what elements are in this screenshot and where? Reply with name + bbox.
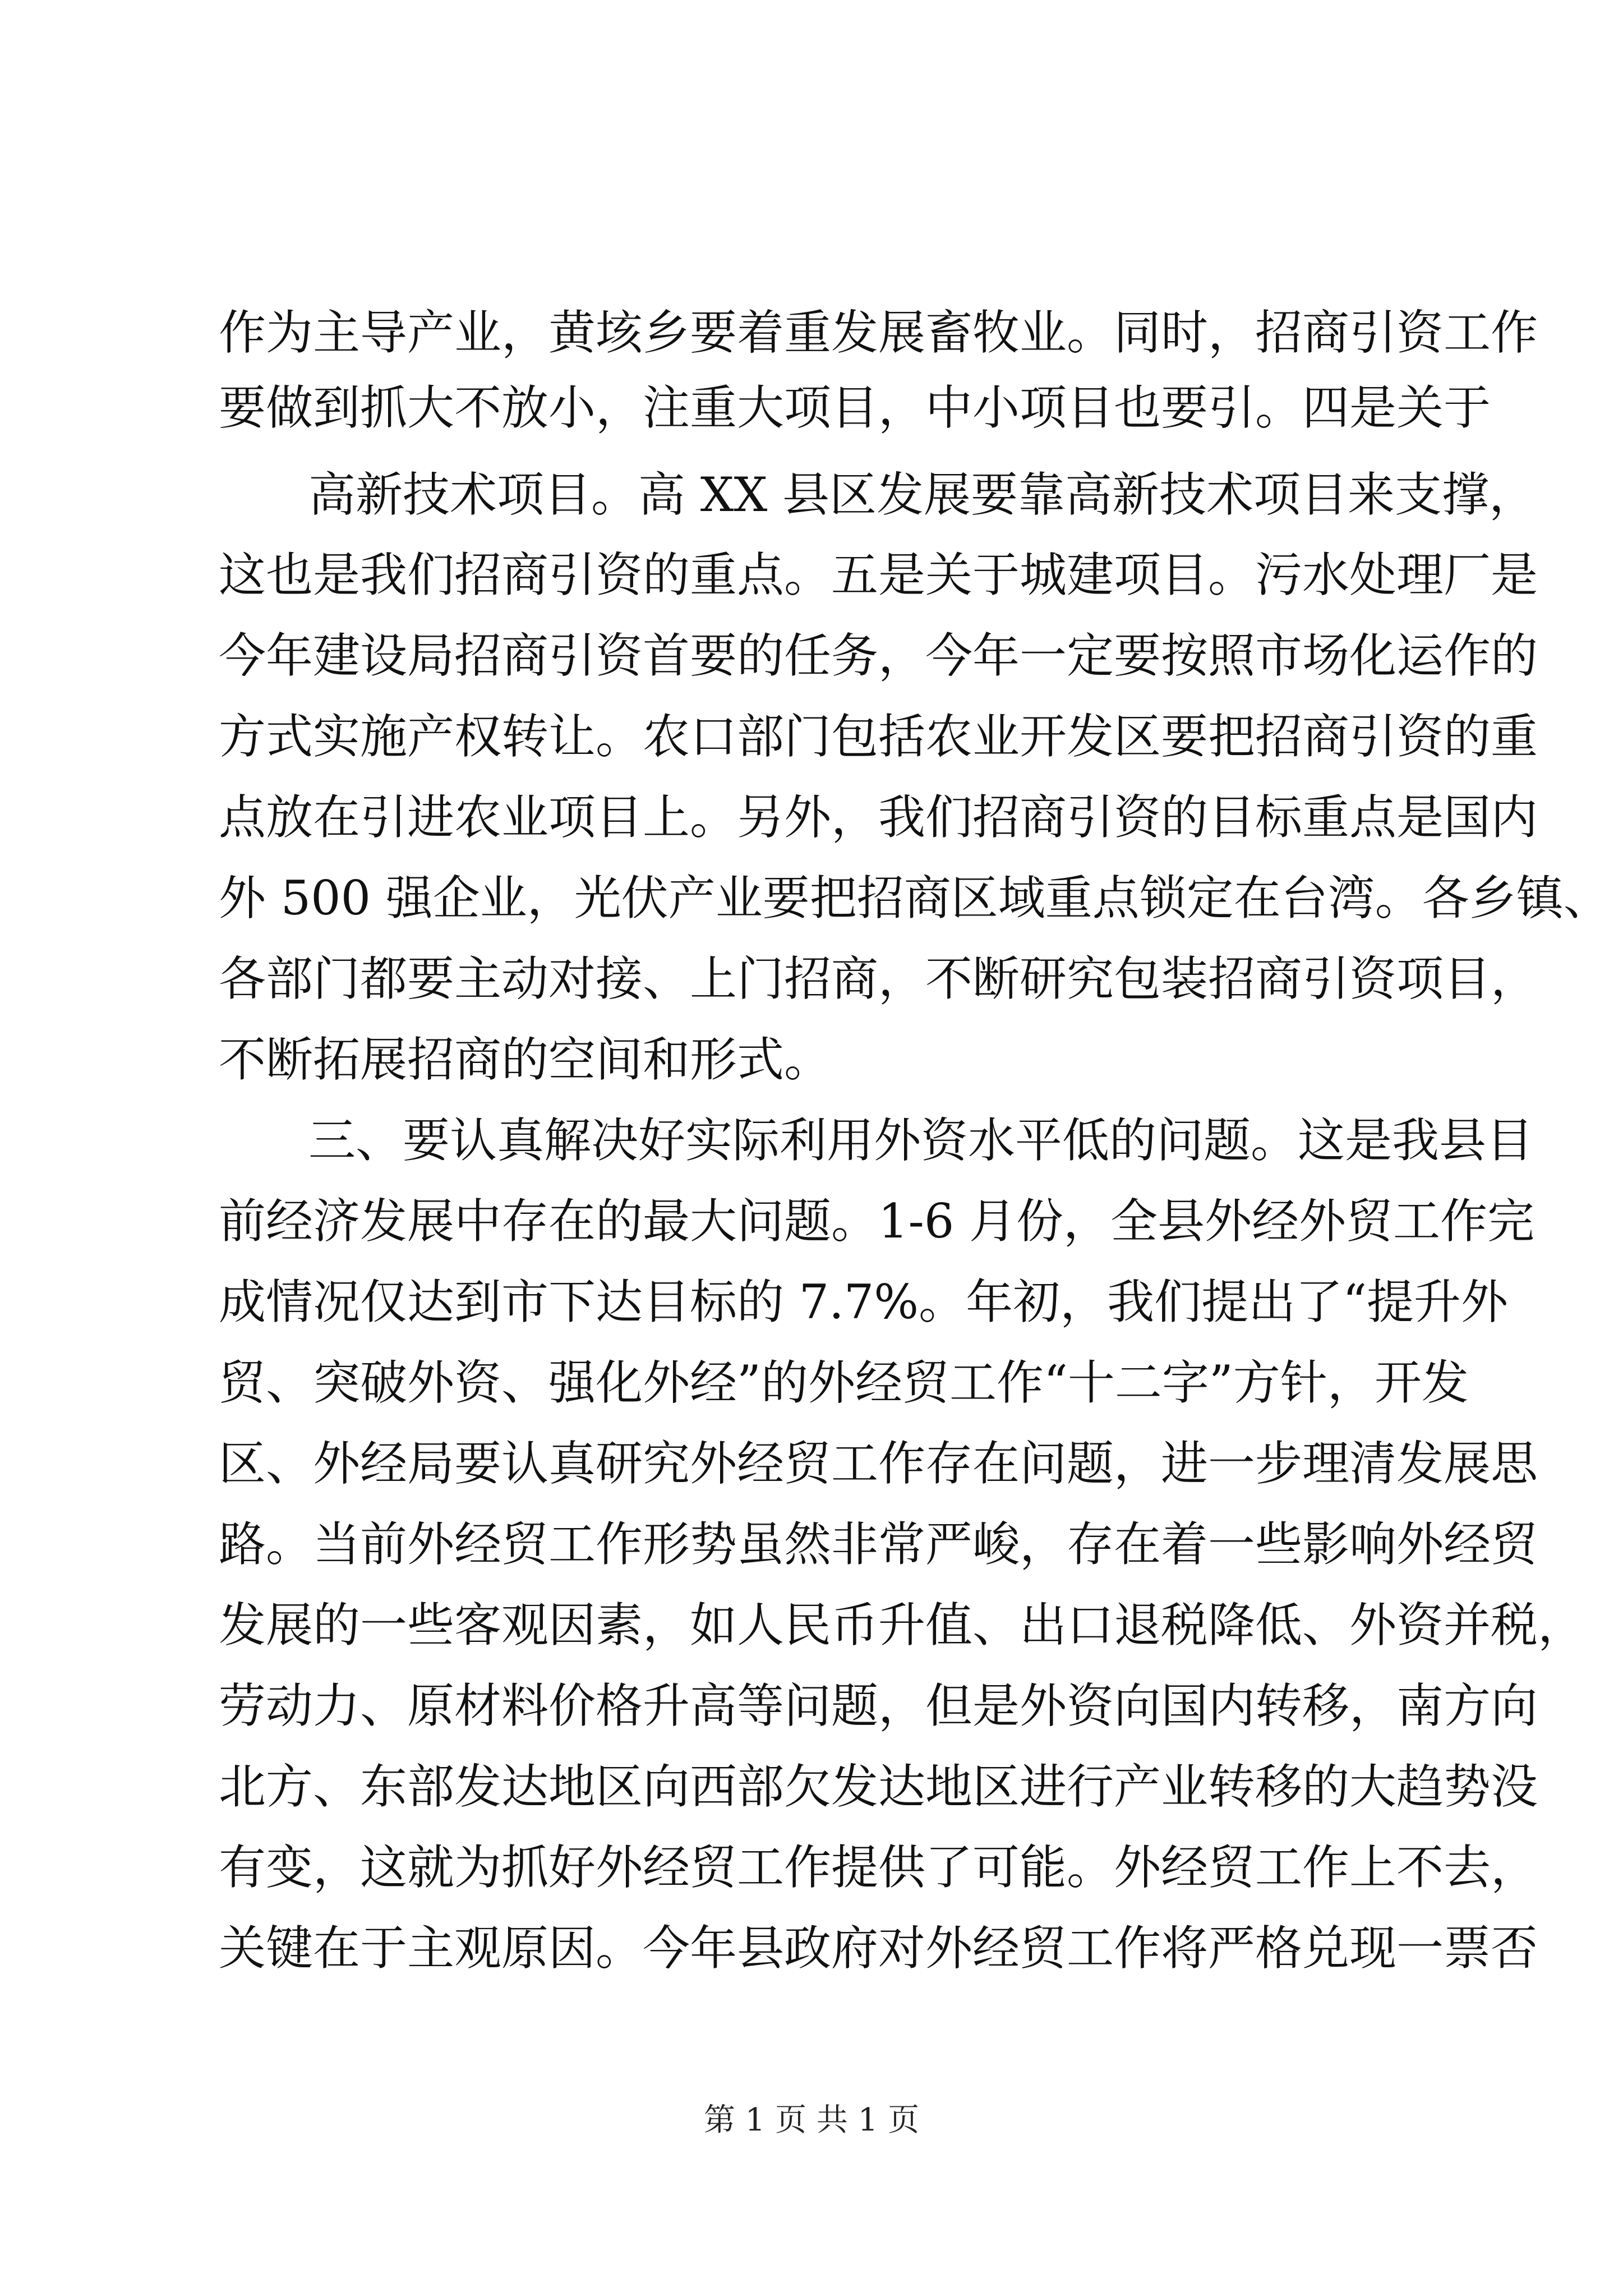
text-line: 方式实施产权转让。农口部门包括农业开发区要把招商引资的重 xyxy=(219,709,1538,764)
text-line: 有变，这就为抓好外经贸工作提供了可能。外经贸工作上不去， xyxy=(219,1840,1538,1895)
text-line: 高新技术项目。高 XX 县区发展要靠高新技术项目来支撑， xyxy=(308,467,1537,522)
text-line: 今年建设局招商引资首要的任务，今年一定要按照市场化运作的 xyxy=(219,628,1538,683)
text-line: 成情况仅达到市下达目标的 7.7%。年初，我们提出了“提升外 xyxy=(219,1274,1509,1329)
text-line: 作为主导产业，黄垓乡要着重发展畜牧业。同时，招商引资工作 xyxy=(219,305,1538,360)
text-line: 不断拓展招商的空间和形式。 xyxy=(219,1032,832,1087)
text-line: 各部门都要主动对接、上门招商，不断研究包装招商引资项目， xyxy=(219,951,1538,1006)
text-line: 三、要认真解决好实际利用外资水平低的问题。这是我县目 xyxy=(308,1113,1534,1168)
text-line: 贸、突破外资、强化外经”的外经贸工作“十二字”方针，开发 xyxy=(219,1355,1469,1410)
text-line: 区、外经局要认真研究外经贸工作存在问题，进一步理清发展思 xyxy=(219,1436,1538,1491)
text-line: 劳动力、原材料价格升高等问题，但是外资向国内转移，南方向 xyxy=(219,1678,1538,1733)
text-line: 这也是我们招商引资的重点。五是关于城建项目。污水处理厂是 xyxy=(219,547,1538,602)
text-line: 发展的一些客观因素，如人民币升值、出口退税降低、外资并税， xyxy=(219,1598,1585,1653)
page-footer: 第 1 页 共 1 页 xyxy=(703,2102,920,2138)
text-line: 前经济发展中存在的最大问题。1-6 月份，全县外经外贸工作完 xyxy=(219,1194,1534,1249)
text-line: 路。当前外经贸工作形势虽然非常严峻，存在着一些影响外经贸 xyxy=(219,1517,1538,1572)
text-line: 北方、东部发达地区向西部欠发达地区进行产业转移的大趋势没 xyxy=(219,1759,1538,1814)
text-line: 要做到抓大不放小，注重大项目，中小项目也要引。四是关于 xyxy=(219,380,1491,435)
text-line: 关键在于主观原因。今年县政府对外经贸工作将严格兑现一票否 xyxy=(219,1921,1538,1976)
text-line: 点放在引进农业项目上。另外，我们招商引资的目标重点是国内 xyxy=(219,790,1538,845)
text-line: 外 500 强企业，光伏产业要把招商区域重点锁定在台湾。各乡镇、 xyxy=(219,871,1611,926)
